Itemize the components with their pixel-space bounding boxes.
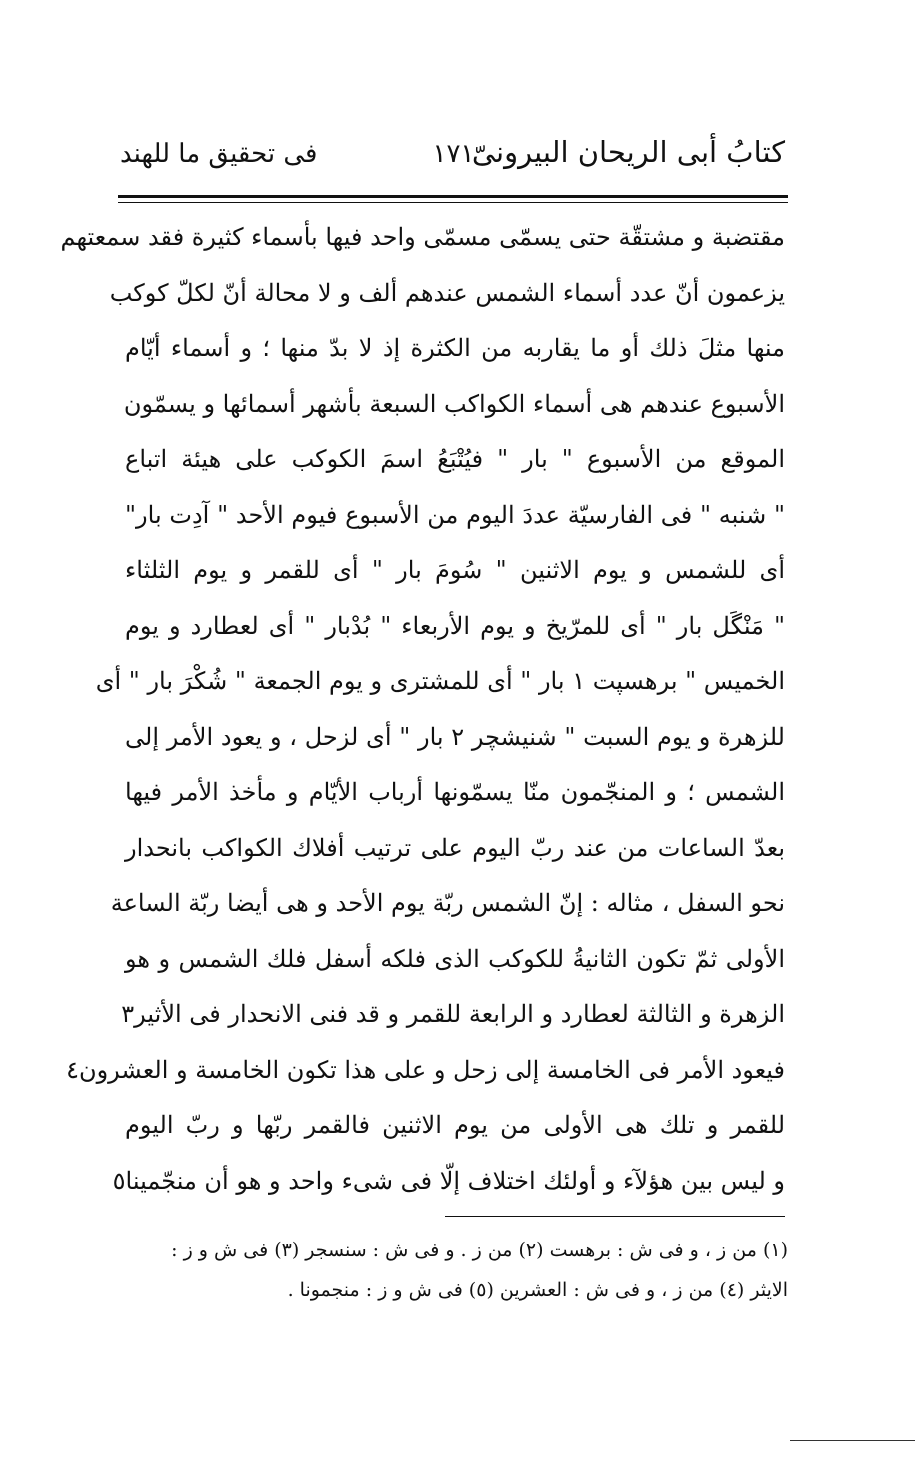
text-line: " شنبه " فى الفارسيّة عددَ اليوم من الأسبوع فيوم الأحد " آدِت بار"	[125, 500, 785, 529]
text-line: للقمر و تلك هى الأولى من يوم الاثنين فالقمر ربّها و ربّ اليوم	[125, 1111, 785, 1139]
page-edge-mark	[790, 1440, 915, 1441]
text-line: مقتضبة و مشتقّة حتى يسمّى مسمّى واحد فيها بأسماء كثيرة فقد سمعتهم	[60, 223, 785, 251]
footnote-line: (١) من ز ، و فى ش : برهست (٢) من ز . و فى ش : سنسجر (٣) فى ش و ز :	[171, 1239, 788, 1261]
text-line: الموقع من الأسبوع " بار " فيُتْبَعُ اسمَ الكوكب على هيئة اتباع	[125, 445, 785, 473]
header-rule-thin	[118, 202, 788, 203]
text-line: نحو السفل ، مثاله : إنّ الشمس ربّة يوم الأحد و هى أيضا ربّة الساعة	[110, 889, 785, 917]
text-line: للزهرة و يوم السبت " شنيشچر ٢ بار " أى لزحل ، و يعود الأمر إلى	[125, 722, 785, 751]
footnote-separator	[445, 1216, 785, 1217]
header-rule-thick	[118, 195, 788, 198]
book-title: كتابُ أبى الريحان البيرونىّ	[471, 135, 785, 169]
text-line: أى للشمس و يوم الاثنين " سُومَ بار " أى للقمر و يوم الثلثاء	[125, 556, 785, 584]
text-line: " مَنْگَل بار " أى للمرّيخ و يوم الأربعاء " بُدْبار " أى لعطارد و يوم	[125, 611, 785, 640]
section-title: فى تحقيق ما للهند	[120, 139, 318, 169]
page-number: ١٧١	[432, 139, 475, 169]
running-header	[120, 135, 785, 185]
text-line: يزعمون أنّ عدد أسماء الشمس عندهم ألف و لا محالة أنّ لكلّ كوكب	[109, 278, 785, 307]
body-text	[60, 210, 785, 1209]
text-line: بعدّ الساعات من عند ربّ اليوم على ترتيب أفلاك الكواكب بانحدار	[125, 833, 785, 862]
text-line: الشمس ؛ و المنجّمون منّا يسمّونها أرباب الأيّام و مأخذ الأمر فيها	[125, 778, 785, 806]
text-line: الأسبوع عندهم هى أسماء الكواكب السبعة بأشهر أسمائها و يسمّون	[123, 389, 785, 418]
text-line: الخميس " برهسپت ١ بار " أى للمشترى و يوم الجمعة " شُكْرَ بار " أى	[95, 667, 785, 695]
text-line: الزهرة و الثالثة لعطارد و الرابعة للقمر و قد فنى الانحدار فى الأثير٣	[121, 1000, 785, 1028]
footnote-line: الايثر (٤) من ز ، و فى ش : العشرين (٥) فى ش و ز : منجمونا .	[287, 1279, 788, 1301]
text-line: الأولى ثمّ تكون الثانيةُ للكوكب الذى فلكه أسفل فلك الشمس و هو	[125, 944, 785, 973]
text-line: و ليس بين هؤلآء و أولئك اختلاف إلّا فى شىء واحد و هو أن منجّمينا٥	[112, 1166, 785, 1195]
footnotes	[128, 1230, 788, 1310]
text-line: منها مثلَ ذلك أو ما يقاربه من الكثرة إذ لا بدّ منها ؛ و أسماء أيّام	[125, 334, 785, 362]
text-line: فيعود الأمر فى الخامسة إلى زحل و على هذا تكون الخامسة و العشرون٤	[66, 1055, 785, 1084]
